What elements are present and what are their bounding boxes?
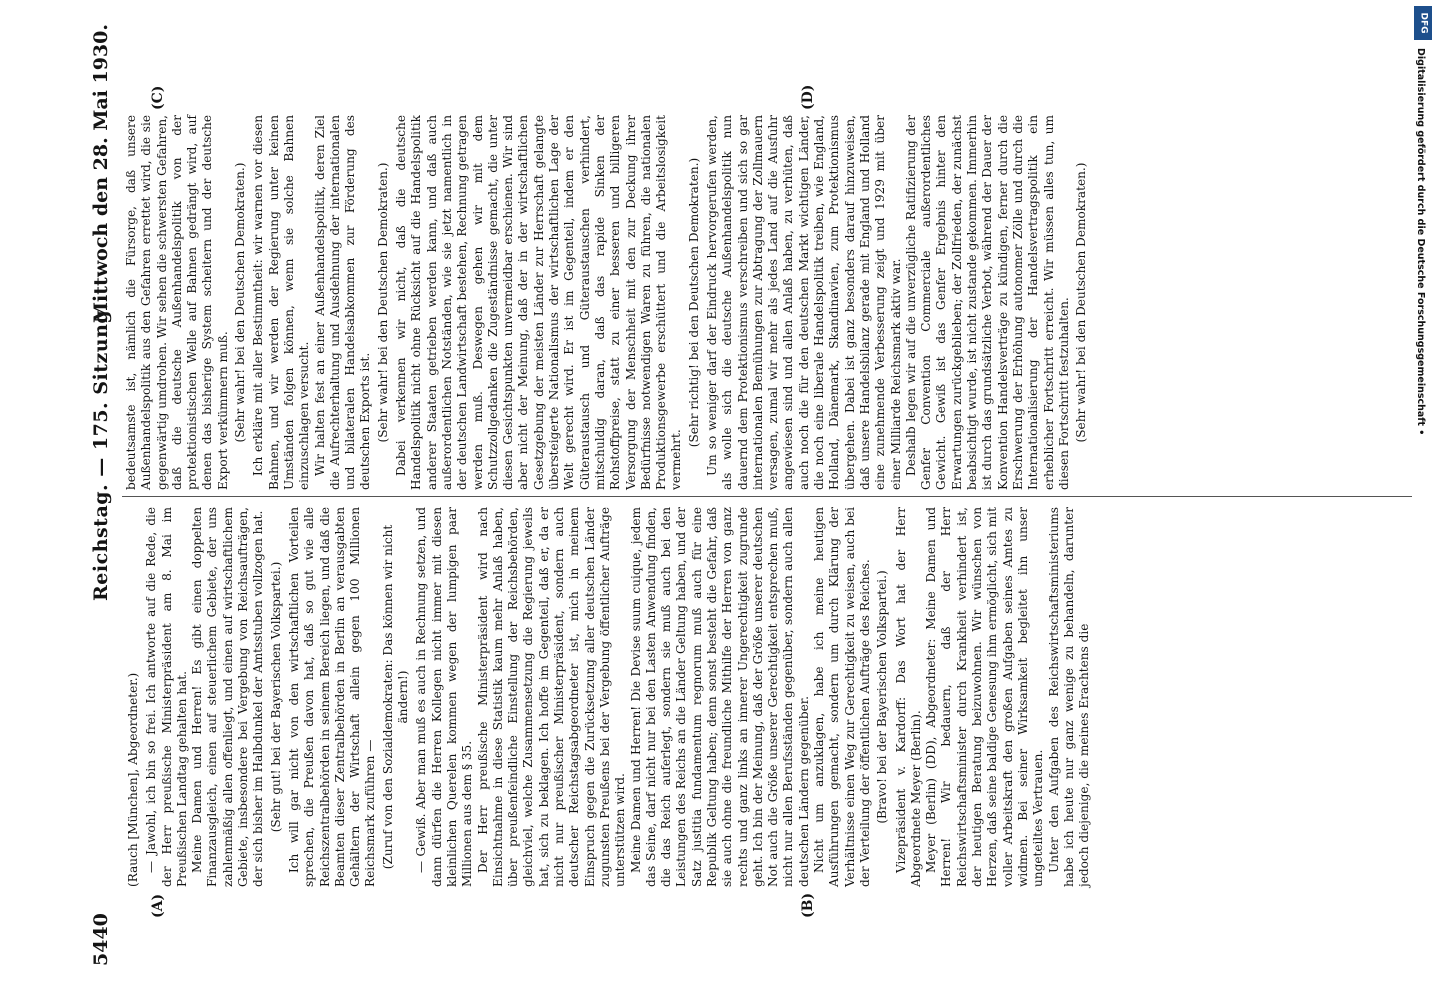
interjection: (Sehr wahr! bei den Deutschen Demokraten.) <box>375 162 390 443</box>
paragraph: Deshalb legen wir auf die unverzügliche Ratifizierung der Genfer Convention Commerciale außerordentliches Gewicht. Gewiß ist das Genfer Ergebnis hinter den Erwartungen zurückgeblieben; der Zollfrieden, der zunächst beabsichtigt wurde, ist nicht zustande gekommen. Immerhin ist durch das grundsätzliche Verbot, während der Dauer der Konvention Handelsverträge zu kündigen, ferner durch die Erschwerung der Erhöhung autonomer Zölle und durch die Internationalisierung der Handelsvertragspolitik ein erheblicher Fortschritt erreicht. Wir müssen alles tun, um diesen Fortschritt festzuhalten. <box>903 115 1071 490</box>
paragraph: Meyer (Berlin) (DD), Abgeordneter: Meine Damen und Herren! Wir bedauern, daß der Herr Reichswirtschaftsminister durch Krankheit verhindert ist, der heutigen Beratung beizuwohnen. Wir wünschen von Herzen, daß seine baldige Genesung ihm ermöglicht, sich mit voller Arbeitskraft den großen Aufgaben seines Amtes zu widmen. Bei seiner Wirksamkeit begleitet ihn unser ungeteiltes Vertrauen. <box>924 507 1046 887</box>
dfg-logo-text: DFG <box>1418 12 1429 34</box>
paragraph: Meine Damen und Herren! Die Devise suum cuique, jedem das Seine, darf nicht nur bei den Lasten Anwendung finden, die das Reich auferlegt, sondern sie muß auch bei den Leistungen des Reichs an die Länder Geltung haben, und der Satz justitia fundamentum regnorum muß auch für eine Republik Geltung haben; denn sonst besteht die Gefahr, daß sie auch ohne die freundliche Mithilfe der Herren von ganz rechts und ganz links an innerer Ungerechtigkeit zugrunde geht. Ich bin der Meinung, daß der Größe unserer deutschen Not auch die Größe unserer Gerechtigkeit entsprechen muß, nicht nur allen Berufsständen gegenüber, sondern auch allen deutschen Ländern gegenüber. <box>628 507 811 887</box>
paragraph: — Jawohl, ich bin so frei. Ich antworte auf die Rede, die der Herr preußische Ministerpräsident am 8. Mai im Preußischen Landtag gehalten hat. <box>144 507 189 887</box>
page-number: 5440 <box>90 913 112 966</box>
margin-marker-d: (D) <box>800 84 816 110</box>
paragraph: Um so weniger darf der Eindruck hervorgerufen werden, als wolle sich die deutsche Außenhandelspolitik nun dauernd dem Protektionismus verschreiben und sich so gar internationalen Bemühungen zur Abtragung der Zollmauern versagen, zumal wir mehr als jedes Land auf die Ausfuhr angewiesen sind und allen Anlaß haben, zu verhüten, daß auch noch die für den deutschen Markt wichtigen Länder, die noch eine liberale Handelspolitik treiben, wie England, Holland, Dänemark, Skandinavien, zum Protektionismus übergehen. Dabei ist ganz besonders darauf hinzuweisen, daß unsere Handelsbilanz gerade mit England und Holland eine zunehmende Verbesserung zeigt und 1929 mit über einer Milliarde Reichsmark aktiv war. <box>704 115 903 490</box>
paragraph: Nicht um anzuklagen, habe ich meine heutigen Ausführungen gemacht, sondern um durch Klärung der Verhältnisse einen Weg zur Gerechtigkeit zu weisen, auch bei der Verteilung der öffentlichen Aufträge des Reiches. <box>812 507 872 887</box>
interjection: (Sehr wahr! bei den Deutschen Demokraten.) <box>1074 162 1089 443</box>
right-column <box>124 115 1092 490</box>
interjection: (Sehr richtig! bei den Deutschen Demokraten.) <box>686 157 701 448</box>
paragraph: — Gewiß. Aber man muß es auch in Rechnung setzen, und dann dürfen die Herren Kollegen nicht immer mit diesen kleinlichen Querelen kommen wegen der lumpigen paar Millionen aus dem § 35. <box>414 507 475 887</box>
paragraph: Ich will gar nicht von den wirtschaftlichen Vorteilen sprechen, die Preußen davon hat, daß so gut wie alle Reichszentralbehörden in seinem Bereich liegen, und daß die Beamten dieser Zentralbehörden in Berlin an verausgabten Gehältern der Wirtschaft allein gegen 100 Millionen Reichsmark zuführen — <box>286 507 378 887</box>
interjection: (Zuruf von den Sozialdemokraten: Das können wir nicht ändern!) <box>380 524 411 870</box>
session-date: Mittwoch den 28. Mai 1930. <box>90 24 112 323</box>
session-title: Reichstag. — 175. Sitzung. <box>90 302 112 601</box>
paragraph: Vizepräsident v. Kardorff: Das Wort hat der Herr Abgeordnete Meyer (Berlin). <box>893 507 923 887</box>
interjection: (Bravo! bei der Bayerischen Volkspartei.) <box>875 570 890 824</box>
paragraph: Unter den Aufgaben des Reichswirtschaftsministeriums habe ich heute nur ganz wenige zu behandeln, darunter jedoch diejenige, die meines Erachtens die <box>1046 507 1092 887</box>
interjection: (Sehr wahr! bei den Deutschen Demokraten.) <box>233 162 248 443</box>
paragraph: bedeutsamste ist, nämlich die Fürsorge, daß unsere Außenhandelspolitik aus den Gefahren errettet wird, die sie gegenwärtig umdrohen. Wir sehen die schwersten Gefahren, daß die deutsche Außenhandelspolitik von der protektionistischen Welle auf Bahnen gedrängt wird, auf denen das bisherige System scheitern und der deutsche Export verkümmern muß. <box>124 115 230 490</box>
margin-marker-a: (A) <box>150 893 166 918</box>
speaker-tag: (Rauch [München], Abgeordneter.) <box>126 672 140 887</box>
paragraph: Dabei verkennen wir nicht, daß die deutsche Handelspolitik nicht ohne Rücksicht auf die Handelspolitik anderer Staaten getrieben werden kann, und daß auch außerordentlichen Notständen, wie sie jetzt namentlich in der deutschen Landwirtschaft bestehen, Rechnung getragen werden muß. Deswegen gehen wir mit dem Schutzzollgedanken die Zugeständnisse gemacht, die unter diesen Gesichtspunkten unvermeidbar erschienen. Wir sind aber nicht der Meinung, daß der in der wirtschaftlichen Gesetzgebung der meisten Länder zur Herrschaft gelangte übersteigerte Nationalismus der wirtschaftlichen Lage der Welt gerecht wird. Er ist im Gegenteil, indem er den Güteraustausch und Güteraustauschen verhindert, mitschuldig daran, daß das rapide Sinken der Rohstoffpreise, statt zu einer besseren und billigeren Versorgung der Menschheit mit den zur Deckung ihrer Bedürfnisse notwendigen Waren zu führen, die nationalen Produktionsgewerbe erschüttert und die Arbeitslosigkeit vermehrt. <box>394 115 684 490</box>
interjection: (Sehr gut! bei der Bayerischen Volkspartei.) <box>268 561 283 833</box>
page-header <box>84 14 118 986</box>
paragraph: Ich erkläre mit aller Bestimmtheit: wir warnen vor diesen Bahnen, und wir werden der Regierung unter keinen Umständen folgen können, wenn sie solche Bahnen einzuschlagen versucht. <box>251 115 312 490</box>
paragraph: Wir halten fest an einer Außenhandelspolitik, deren Ziel die Aufrechterhaltung und Ausdehnung der internationalen und bilateralen Handelsabkommen zur Förderung des deutschen Exports ist. <box>312 115 373 490</box>
dfg-logo <box>1414 6 1432 40</box>
paragraph: Der Herr preußische Ministerpräsident wird nach Einsichtnahme in diese Statistik kaum mehr Anlaß haben, über preußenfeindliche Einstellung der Reichsbehörden, gleichviel, welche Zusammensetzung die Regierung jeweils hat, sich zu beklagen. Ich hoffe im Gegenteil, daß er, da er nicht nur preußischer Ministerpräsident, sondern auch deutscher Reichstagsabgeordneter ist, mich in meinem Einspruch gegen die Zurücksetzung aller deutschen Länder zugunsten Preußens bei der Vergebung öffentlicher Aufträge unterstützen wird. <box>475 507 628 887</box>
left-column <box>124 507 1092 887</box>
paragraph: Meine Damen und Herren! Es gibt einen doppelten Finanzausgleich, einen auf steuerlichem Gebiete, der uns zahlenmäßig allen offenliegt, und einen auf wirtschaftlichem Gebiete, insbesondere bei Vergebung von Reichsaufträgen, der sich bisher im Halbdunkel der Amtsstuben vollzogen hat. <box>190 507 266 887</box>
digitization-credit: Digitalisierung gefördert durch die Deutsche Forschungsgemeinschaft • <box>1415 48 1426 436</box>
margin-marker-b: (B) <box>800 892 816 918</box>
column-divider <box>122 496 1412 497</box>
margin-marker-c: (C) <box>150 85 166 110</box>
